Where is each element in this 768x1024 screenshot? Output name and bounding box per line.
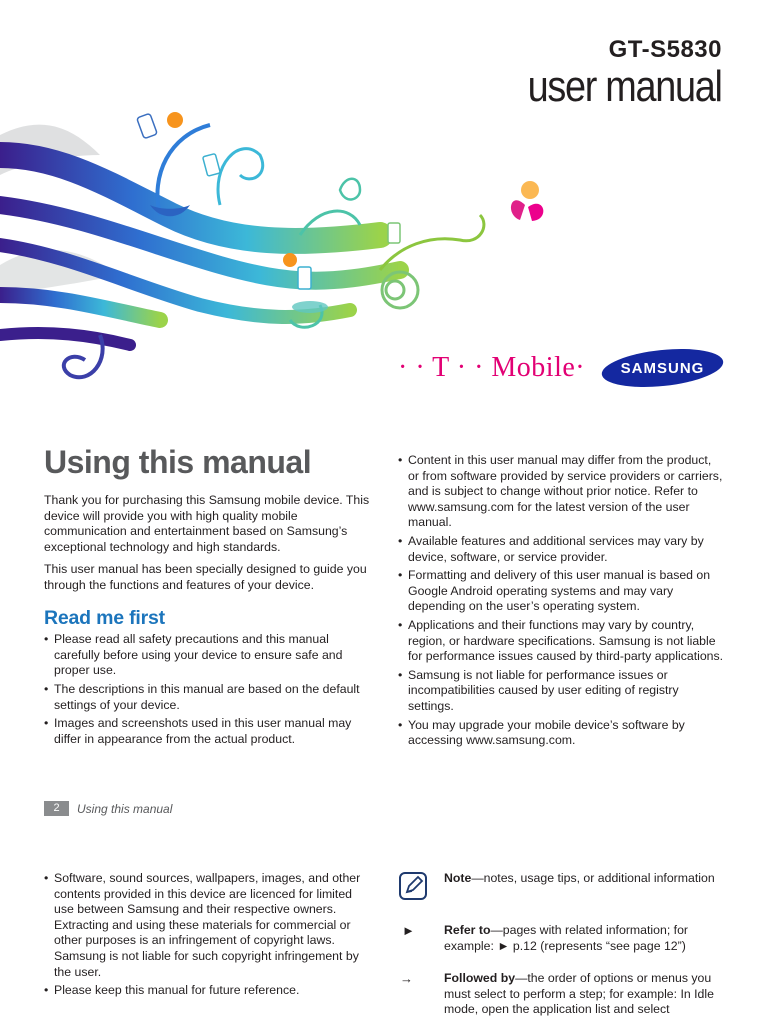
intro-paragraph: Thank you for purchasing this Samsung mobile device. This device will provide you with high quality mobile communication and entertainment based on Samsung’s exceptional technology and high standards. <box>44 493 370 554</box>
read-me-first-heading: Read me first <box>44 606 165 629</box>
list-item: • Available features and additional services may vary by device, software, or service provider. <box>398 534 724 565</box>
intro-paragraph: This user manual has been specially designed to guide you through the functions and features of your device. <box>44 562 367 592</box>
icon-legend-refer <box>398 923 726 954</box>
list-item: • Formatting and delivery of this user manual is based on Google Android operating systems and may vary depending on the user’s operating system. <box>398 568 724 615</box>
list-item: • Content in this user manual may differ from the product, or from software provided by service providers or carriers, and is subject to change without prior notice. Refer to www.samsung.com for the latest version of the user manual. <box>398 453 724 531</box>
legend-term: Note <box>444 871 472 885</box>
page2-right-column <box>398 453 724 752</box>
footer-label: Using this manual <box>77 801 173 816</box>
list-item: • Please read all safety precautions and this manual carefully before using your device to ensure safe and proper use. <box>44 632 372 679</box>
legend-term: Followed by <box>444 971 516 985</box>
legend-term: Refer to <box>444 923 491 937</box>
legend-description: —pages with related information; for example: ► p.12 (represents “see page 12”) <box>444 923 688 953</box>
list-item: • Images and screenshots used in this user manual may differ in appearance from the actual product. <box>44 716 372 747</box>
page-number: 2 <box>44 801 69 816</box>
legend-description: —the order of options or menus you must select to perform a step; for example: In Idle mode, open the application list and select <box>444 971 714 1017</box>
section-title: Using this manual <box>44 444 312 480</box>
butterfly-icon <box>511 200 543 221</box>
right-arrow-icon: → <box>400 971 413 986</box>
note-pencil-icon <box>398 871 428 901</box>
model-number: GT-S5830 <box>608 36 722 63</box>
list-item: • Applications and their functions may vary by country, region, or hardware specifications. Samsung is not liable for performance issues caused by third-party applications. <box>398 618 724 665</box>
swirl-illustration <box>0 95 560 395</box>
list-item: • The descriptions in this manual are based on the default settings of your device. <box>44 682 372 713</box>
carrier-logo: · · T · · Mobile· <box>398 352 586 383</box>
icon-legend-note <box>398 871 726 901</box>
manual-subtitle: user manual <box>527 62 722 111</box>
phone-icon <box>137 113 400 289</box>
list-item: • You may upgrade your mobile device’s software by accessing www.samsung.com. <box>398 718 724 749</box>
page2-left-column <box>44 493 372 750</box>
page-footer <box>44 801 172 816</box>
page3-left-column <box>44 871 366 1002</box>
legend-description: —notes, usage tips, or additional information <box>471 871 715 885</box>
icon-legend-followed <box>398 971 726 1018</box>
copyright-list <box>44 871 366 999</box>
list-item: • Software, sound sources, wallpapers, images, and other contents provided in this device are licenced for limited use between Samsung and their respective owners. Extracting and using these materials for commercial or other purposes is an infringement of copyright laws. Samsung is not liable for such copyright infringement by the user. <box>44 871 366 980</box>
list-item: • Please keep this manual for future reference. <box>44 983 366 999</box>
notes-list <box>398 453 724 749</box>
triangle-arrow-icon: ► <box>402 923 415 938</box>
read-me-list <box>44 632 372 747</box>
list-item: • Samsung is not liable for performance issues or incompatibilities caused by user editing of registry settings. <box>398 668 724 715</box>
samsung-logo <box>600 348 725 388</box>
svg-text:SAMSUNG: SAMSUNG <box>620 360 705 377</box>
